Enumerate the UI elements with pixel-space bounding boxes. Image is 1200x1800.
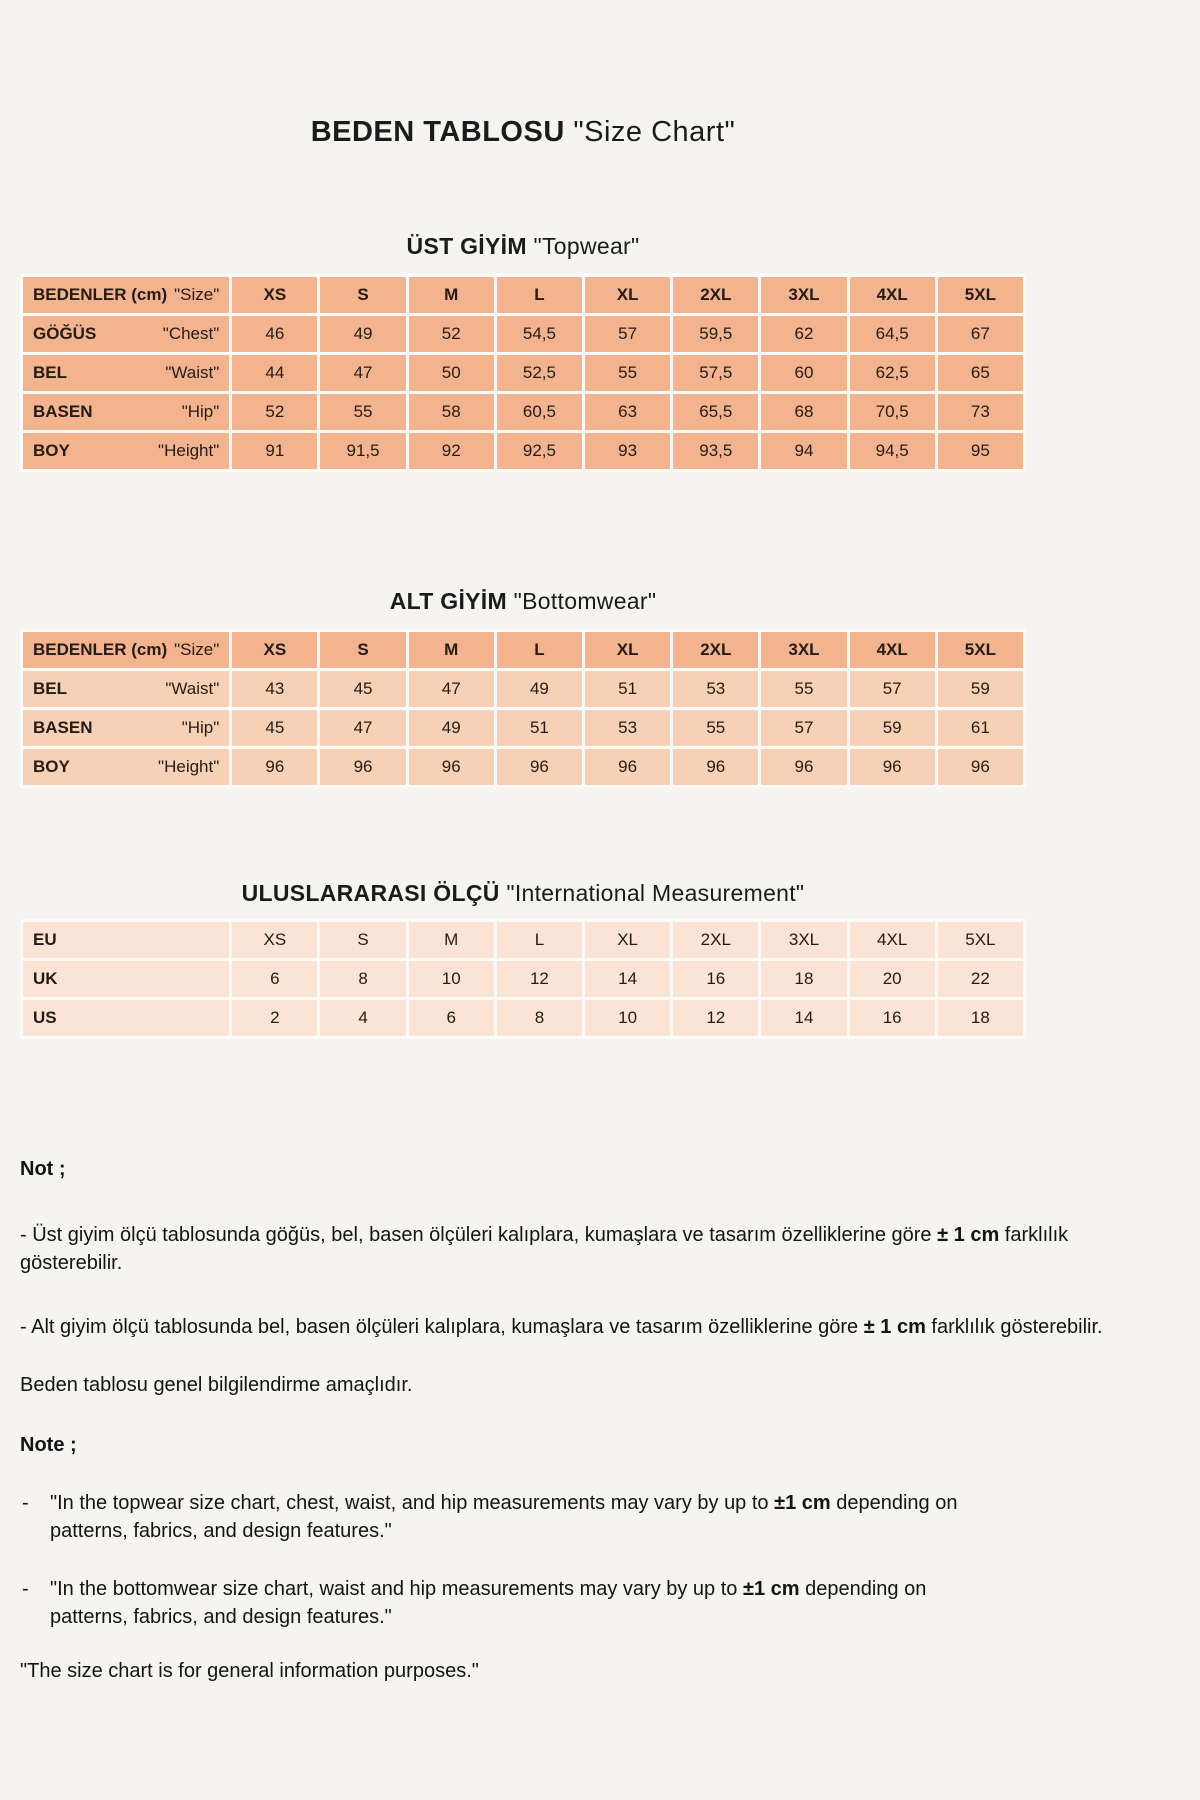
- section-title-international-tr: ULUSLARARASI ÖLÇÜ: [241, 880, 500, 906]
- note-text: farklılık gösterebilir.: [20, 1224, 1069, 1274]
- value-cell: M: [409, 922, 494, 958]
- measure-label-cell: [23, 671, 229, 707]
- size-chart-document: [20, 0, 1026, 1039]
- value-cell: 49: [497, 671, 582, 707]
- measure-label-cell: [23, 355, 229, 391]
- table-row: [23, 961, 1023, 997]
- size-header-cell: XS: [232, 632, 317, 668]
- value-cell: 57: [585, 316, 670, 352]
- value-cell: 2XL: [673, 922, 758, 958]
- note-tolerance-value: ± 1 cm: [863, 1316, 926, 1338]
- section-title-international-en: "International Measurement": [506, 880, 805, 906]
- measure-label: BEL: [33, 363, 67, 382]
- topwear-table: [20, 274, 1026, 472]
- note-tolerance-value: ±1 cm: [742, 1578, 800, 1600]
- table-row: [23, 671, 1023, 707]
- size-header-cell: S: [320, 632, 405, 668]
- page-title: [20, 0, 1026, 149]
- note-bottomwear-english: [20, 1575, 1170, 1631]
- measure-label-translation: "Waist": [165, 679, 220, 698]
- notes-heading-english: Note ;: [20, 1434, 77, 1456]
- value-cell: 14: [585, 961, 670, 997]
- value-cell: 68: [761, 394, 846, 430]
- value-cell: 52: [409, 316, 494, 352]
- table-row: [23, 355, 1023, 391]
- size-header-cell: 5XL: [938, 632, 1023, 668]
- note-text: - Alt giyim ölçü tablosunda bel, basen ölçüleri kalıplara, kumaşlara ve tasarım özelliklerine göre: [20, 1316, 864, 1338]
- value-cell: 22: [938, 961, 1023, 997]
- value-cell: 93: [585, 433, 670, 469]
- measure-label: BEDENLER (cm): [33, 640, 168, 659]
- measure-label-translation: "Height": [158, 441, 220, 460]
- value-cell: 4: [320, 1000, 405, 1036]
- value-cell: 57: [850, 671, 935, 707]
- table-row: [23, 922, 1023, 958]
- note-general-english: "The size chart is for general information purposes.": [20, 1660, 479, 1682]
- value-cell: 8: [320, 961, 405, 997]
- size-header-cell: L: [497, 277, 582, 313]
- size-header-cell: M: [409, 632, 494, 668]
- section-title-bottomwear-en: "Bottomwear": [513, 588, 657, 614]
- international-table: [20, 919, 1026, 1039]
- value-cell: 46: [232, 316, 317, 352]
- size-header-cell: 2XL: [673, 277, 758, 313]
- value-cell: 49: [409, 710, 494, 746]
- note-text: "In the bottomwear size chart, waist and hip measurements may vary by up to: [50, 1578, 743, 1600]
- size-header-label-cell: [23, 277, 229, 313]
- measure-label: BASEN: [33, 402, 93, 421]
- measure-label-cell: [23, 394, 229, 430]
- value-cell: 45: [320, 671, 405, 707]
- value-cell: 55: [585, 355, 670, 391]
- note-general-turkish: Beden tablosu genel bilgilendirme amaçlıdır.: [20, 1374, 413, 1396]
- measure-label-cell: [23, 433, 229, 469]
- value-cell: 53: [673, 671, 758, 707]
- value-cell: 58: [409, 394, 494, 430]
- note-text: depending on patterns, fabrics, and design features.": [50, 1492, 958, 1542]
- note-bottomwear-turkish: [20, 1313, 1170, 1341]
- value-cell: 63: [585, 394, 670, 430]
- value-cell: 92,5: [497, 433, 582, 469]
- value-cell: 53: [585, 710, 670, 746]
- note-text: farklılık gösterebilir.: [925, 1316, 1103, 1338]
- value-cell: 65,5: [673, 394, 758, 430]
- value-cell: 57,5: [673, 355, 758, 391]
- size-header-label-cell: [23, 632, 229, 668]
- value-cell: 65: [938, 355, 1023, 391]
- value-cell: 43: [232, 671, 317, 707]
- notes-heading-turkish: Not ;: [20, 1158, 66, 1180]
- value-cell: 57: [761, 710, 846, 746]
- measure-label-cell: [23, 749, 229, 785]
- value-cell: XS: [232, 922, 317, 958]
- measure-label-translation: "Hip": [181, 402, 220, 421]
- measure-label: BOY: [33, 757, 70, 776]
- size-header-cell: S: [320, 277, 405, 313]
- value-cell: 45: [232, 710, 317, 746]
- value-cell: 59,5: [673, 316, 758, 352]
- section-title-topwear-tr: ÜST GİYİM: [406, 233, 527, 259]
- value-cell: 10: [409, 961, 494, 997]
- section-title-topwear-en: "Topwear": [533, 233, 640, 259]
- value-cell: 70,5: [850, 394, 935, 430]
- measure-label-translation: "Size": [174, 640, 220, 659]
- note-text: depending on patterns, fabrics, and design features.": [50, 1578, 927, 1628]
- value-cell: 60,5: [497, 394, 582, 430]
- measure-label: BEL: [33, 679, 67, 698]
- value-cell: 61: [938, 710, 1023, 746]
- value-cell: 55: [761, 671, 846, 707]
- table-row: [23, 316, 1023, 352]
- note-text: - Üst giyim ölçü tablosunda göğüs, bel, basen ölçüleri kalıplara, kumaşlara ve tasarım özelliklerine göre: [20, 1224, 938, 1246]
- bullet-dash: -: [22, 1578, 29, 1600]
- value-cell: 51: [497, 710, 582, 746]
- value-cell: 96: [409, 749, 494, 785]
- value-cell: 12: [497, 961, 582, 997]
- value-cell: 12: [673, 1000, 758, 1036]
- table-header-row: [23, 277, 1023, 313]
- size-header-cell: 5XL: [938, 277, 1023, 313]
- value-cell: 44: [232, 355, 317, 391]
- value-cell: 6: [232, 961, 317, 997]
- value-cell: 2: [232, 1000, 317, 1036]
- value-cell: 5XL: [938, 922, 1023, 958]
- value-cell: 8: [497, 1000, 582, 1036]
- value-cell: 3XL: [761, 922, 846, 958]
- size-header-cell: M: [409, 277, 494, 313]
- size-header-cell: L: [497, 632, 582, 668]
- value-cell: 67: [938, 316, 1023, 352]
- value-cell: 54,5: [497, 316, 582, 352]
- value-cell: 55: [320, 394, 405, 430]
- section-title-topwear: [20, 233, 1026, 260]
- measure-label-cell: [23, 961, 229, 997]
- size-header-cell: 4XL: [850, 277, 935, 313]
- bullet-dash: -: [22, 1492, 29, 1514]
- value-cell: 59: [938, 671, 1023, 707]
- value-cell: 47: [320, 355, 405, 391]
- value-cell: S: [320, 922, 405, 958]
- value-cell: XL: [585, 922, 670, 958]
- value-cell: 49: [320, 316, 405, 352]
- value-cell: 96: [673, 749, 758, 785]
- value-cell: 64,5: [850, 316, 935, 352]
- value-cell: 6: [409, 1000, 494, 1036]
- value-cell: 52: [232, 394, 317, 430]
- notes-section: [20, 1155, 1170, 1685]
- note-text: "In the topwear size chart, chest, waist, and hip measurements may vary by up to: [50, 1492, 775, 1514]
- value-cell: 47: [409, 671, 494, 707]
- value-cell: 14: [761, 1000, 846, 1036]
- value-cell: L: [497, 922, 582, 958]
- value-cell: 96: [761, 749, 846, 785]
- size-header-cell: XS: [232, 277, 317, 313]
- value-cell: 59: [850, 710, 935, 746]
- table-row: [23, 1000, 1023, 1036]
- bottomwear-table: [20, 629, 1026, 788]
- size-header-cell: 3XL: [761, 632, 846, 668]
- value-cell: 62: [761, 316, 846, 352]
- value-cell: 16: [673, 961, 758, 997]
- value-cell: 73: [938, 394, 1023, 430]
- value-cell: 62,5: [850, 355, 935, 391]
- measure-label: EU: [33, 930, 57, 949]
- measure-label: BEDENLER (cm): [33, 285, 168, 304]
- section-international: [20, 880, 1026, 1039]
- measure-label-translation: "Size": [174, 285, 220, 304]
- value-cell: 10: [585, 1000, 670, 1036]
- measure-label-translation: "Height": [158, 757, 220, 776]
- size-header-cell: 2XL: [673, 632, 758, 668]
- value-cell: 51: [585, 671, 670, 707]
- value-cell: 18: [761, 961, 846, 997]
- value-cell: 91,5: [320, 433, 405, 469]
- measure-label-cell: [23, 922, 229, 958]
- note-topwear-turkish: [20, 1221, 1170, 1277]
- value-cell: 4XL: [850, 922, 935, 958]
- measure-label-cell: [23, 316, 229, 352]
- measure-label-translation: "Waist": [165, 363, 220, 382]
- value-cell: 95: [938, 433, 1023, 469]
- value-cell: 18: [938, 1000, 1023, 1036]
- measure-label: GÖĞÜS: [33, 324, 97, 343]
- value-cell: 20: [850, 961, 935, 997]
- measure-label-translation: "Chest": [162, 324, 220, 343]
- value-cell: 55: [673, 710, 758, 746]
- value-cell: 52,5: [497, 355, 582, 391]
- value-cell: 93,5: [673, 433, 758, 469]
- note-topwear-english: [20, 1489, 1170, 1545]
- value-cell: 50: [409, 355, 494, 391]
- section-title-international: [20, 880, 1026, 907]
- note-tolerance-value: ± 1 cm: [937, 1224, 1000, 1246]
- table-row: [23, 394, 1023, 430]
- value-cell: 94,5: [850, 433, 935, 469]
- value-cell: 91: [232, 433, 317, 469]
- page-title-translation: "Size Chart": [573, 116, 736, 148]
- value-cell: 96: [320, 749, 405, 785]
- note-tolerance-value: ±1 cm: [774, 1492, 831, 1514]
- value-cell: 60: [761, 355, 846, 391]
- value-cell: 96: [938, 749, 1023, 785]
- table-row: [23, 710, 1023, 746]
- measure-label: BASEN: [33, 718, 93, 737]
- table-header-row: [23, 632, 1023, 668]
- value-cell: 16: [850, 1000, 935, 1036]
- measure-label: BOY: [33, 441, 70, 460]
- measure-label: US: [33, 1008, 57, 1027]
- size-header-cell: XL: [585, 277, 670, 313]
- value-cell: 92: [409, 433, 494, 469]
- size-header-cell: 4XL: [850, 632, 935, 668]
- value-cell: 47: [320, 710, 405, 746]
- measure-label-cell: [23, 1000, 229, 1036]
- size-header-cell: XL: [585, 632, 670, 668]
- section-bottomwear: [20, 588, 1026, 788]
- section-topwear: [20, 233, 1026, 472]
- value-cell: 96: [497, 749, 582, 785]
- table-row: [23, 433, 1023, 469]
- page-title-main: BEDEN TABLOSU: [310, 116, 565, 148]
- value-cell: 96: [232, 749, 317, 785]
- value-cell: 96: [585, 749, 670, 785]
- value-cell: 96: [850, 749, 935, 785]
- measure-label: UK: [33, 969, 58, 988]
- section-title-bottomwear-tr: ALT GİYİM: [389, 588, 507, 614]
- measure-label-cell: [23, 710, 229, 746]
- section-title-bottomwear: [20, 588, 1026, 615]
- size-header-cell: 3XL: [761, 277, 846, 313]
- measure-label-translation: "Hip": [181, 718, 220, 737]
- table-row: [23, 749, 1023, 785]
- value-cell: 94: [761, 433, 846, 469]
